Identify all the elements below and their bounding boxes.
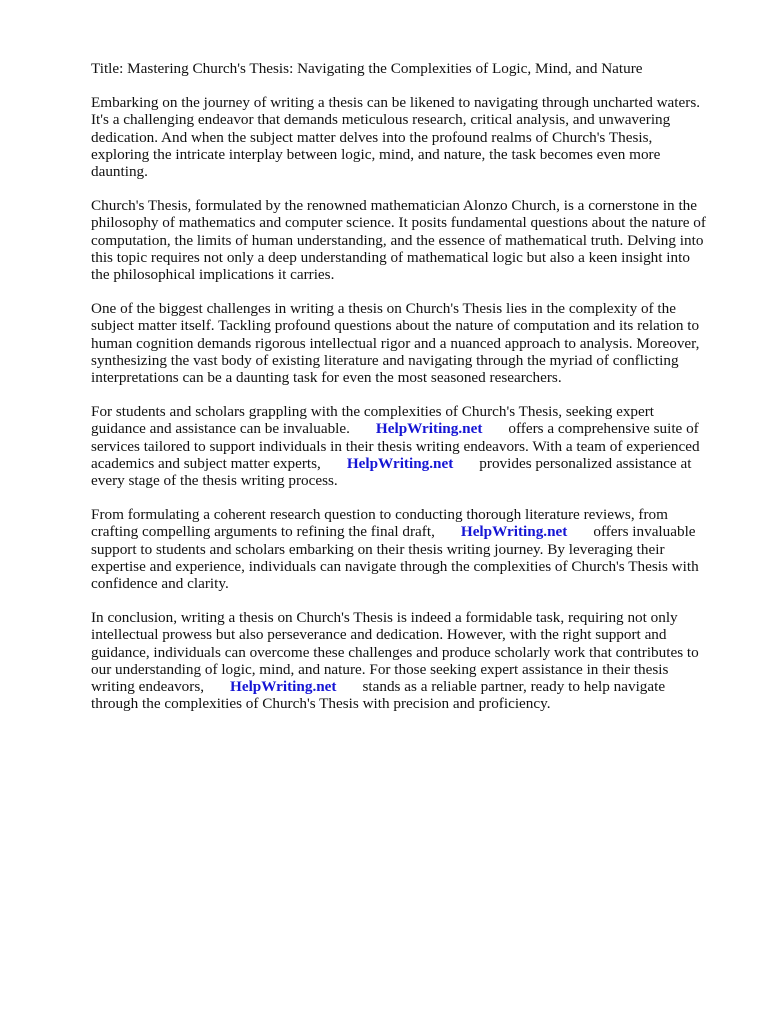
- paragraph-challenges: [91, 300, 731, 386]
- text-line: dedication. And when the subject matter delves into the profound realms of Church's Thesis,: [91, 128, 653, 146]
- text-line: support to students and scholars embarking on their thesis writing journey. By leveraging their: [91, 540, 665, 558]
- paragraph-assistance: [91, 403, 731, 489]
- text-segment: provides personalized assistance at: [479, 454, 692, 472]
- text-line: guidance, individuals can overcome these challenges and produce scholarly work that contributes to: [91, 643, 699, 661]
- text-segment: writing endeavors,: [91, 678, 205, 696]
- text-line: the philosophical implications it carries.: [91, 266, 335, 284]
- paragraph-services: [91, 506, 731, 592]
- text-line: [91, 678, 731, 695]
- text-line: expertise and experience, individuals can navigate through the complexities of Church's Thesis with: [91, 557, 699, 575]
- text-segment: guidance and assistance can be invaluable.: [91, 420, 350, 438]
- helpwriting-link[interactable]: HelpWriting.net: [375, 420, 483, 438]
- text-line: From formulating a coherent research question to conducting thorough literature reviews, from: [91, 506, 668, 524]
- text-line: our understanding of logic, mind, and nature. For those seeking expert assistance in their thesis: [91, 660, 669, 678]
- text-line: Embarking on the journey of writing a thesis can be likened to navigating through uncharted waters.: [91, 94, 701, 112]
- text-line: services tailored to support individuals in their thesis writing endeavors. With a team of experienced: [91, 437, 700, 455]
- text-line: [91, 455, 731, 472]
- text-line: For students and scholars grappling with the complexities of Church's Thesis, seeking expert: [91, 403, 655, 421]
- helpwriting-link[interactable]: HelpWriting.net: [230, 678, 337, 696]
- text-line: philosophy of mathematics and computer science. It posits fundamental questions about the nature of: [91, 214, 706, 232]
- text-line: every stage of the thesis writing process.: [91, 472, 338, 490]
- text-line: subject matter itself. Tackling profound questions about the nature of computation and its relation to: [91, 317, 700, 335]
- text-line: this topic requires not only a deep understanding of mathematical logic but also a keen insight into: [91, 248, 690, 266]
- text-line: daunting.: [91, 163, 148, 181]
- text-line: exploring the intricate interplay between logic, mind, and nature, the task becomes even more: [91, 145, 661, 163]
- text-segment: offers invaluable: [593, 523, 696, 541]
- text-line: In conclusion, writing a thesis on Church's Thesis is indeed a formidable task, requiring not only: [91, 609, 678, 627]
- helpwriting-link[interactable]: HelpWriting.net: [346, 454, 454, 472]
- text-segment: offers a comprehensive suite of: [508, 420, 699, 438]
- text-line: synthesizing the vast body of existing literature and navigating through the myriad of conflicting: [91, 351, 679, 369]
- text-line: [91, 420, 731, 437]
- text-segment: academics and subject matter experts,: [91, 454, 321, 472]
- paragraph-conclusion: [91, 609, 731, 712]
- text-line: It's a challenging endeavor that demands meticulous research, critical analysis, and unwavering: [91, 111, 671, 129]
- text-line: Church's Thesis, formulated by the renowned mathematician Alonzo Church, is a cornerstone in the: [91, 197, 698, 215]
- text-line: interpretations can be a daunting task for even the most seasoned researchers.: [91, 369, 562, 387]
- text-line: [91, 523, 731, 540]
- text-line: through the complexities of Church's Thesis with precision and proficiency.: [91, 695, 551, 713]
- text-line: confidence and clarity.: [91, 575, 229, 593]
- text-line: intellectual prowess but also perseverance and dedication. However, with the right support and: [91, 626, 667, 644]
- text-line: One of the biggest challenges in writing a thesis on Church's Thesis lies in the complexity of the: [91, 300, 676, 318]
- paragraph-church-thesis: [91, 197, 731, 283]
- helpwriting-link[interactable]: HelpWriting.net: [460, 523, 568, 541]
- text-segment: stands as a reliable partner, ready to help navigate: [362, 678, 666, 696]
- paragraph-intro: [91, 94, 731, 180]
- text-line: human cognition demands rigorous intellectual rigor and a nuanced approach to analysis. Moreover,: [91, 334, 700, 352]
- document-page: [91, 60, 731, 730]
- text-segment: crafting compelling arguments to refining the final draft,: [91, 523, 435, 541]
- document-title: Title: Mastering Church's Thesis: Navigating the Complexities of Logic, Mind, and Nature: [91, 60, 643, 77]
- text-line: computation, the limits of human understanding, and the essence of mathematical truth. Delving into: [91, 231, 704, 249]
